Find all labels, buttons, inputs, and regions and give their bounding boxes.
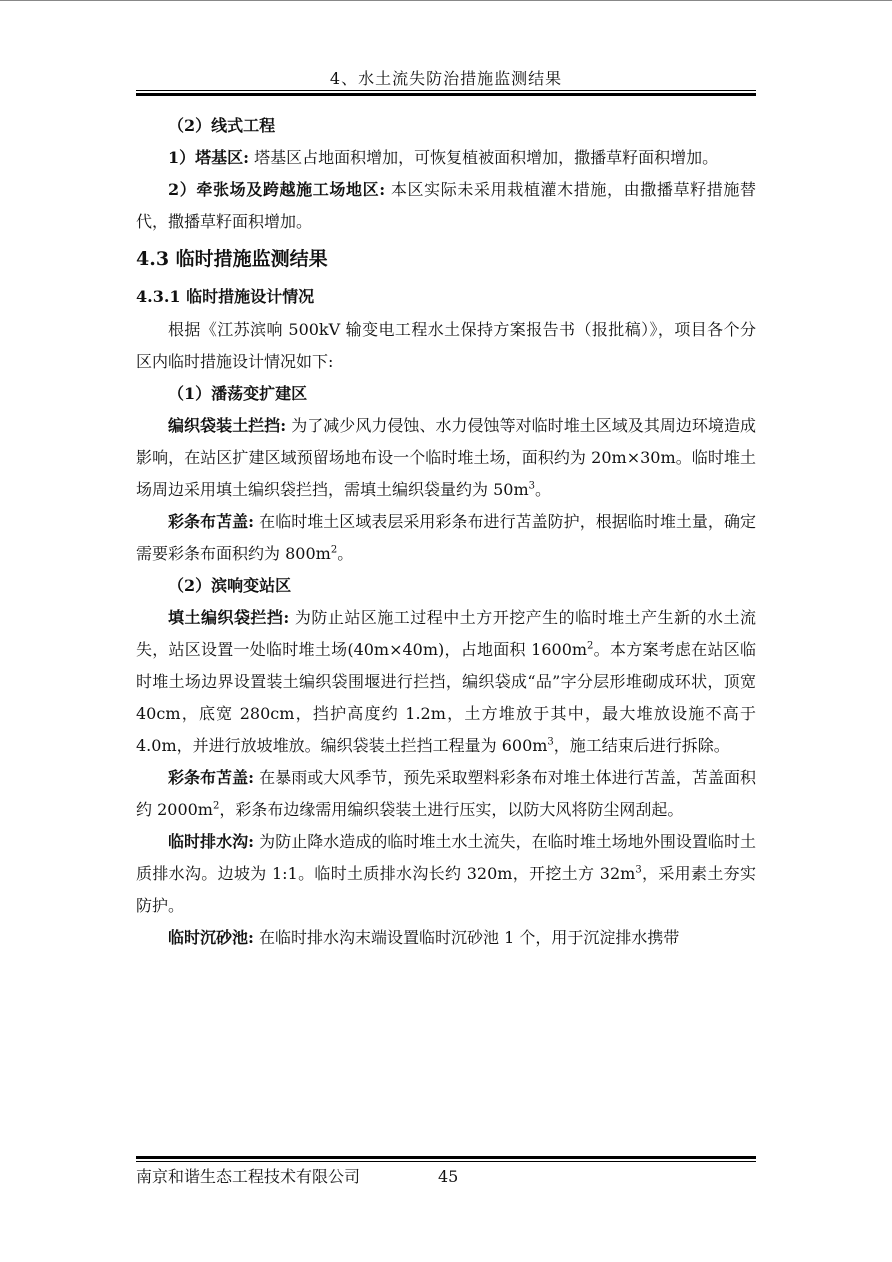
paragraph-text: ，施工结束后进行拆除。 xyxy=(553,736,730,755)
page-body xyxy=(136,110,756,954)
paragraph-text: 塔基区占地面积增加，可恢复植被面积增加，撒播草籽面积增加。 xyxy=(249,148,719,167)
superscript: 2 xyxy=(587,640,594,652)
footer-rule-thick xyxy=(136,1156,756,1159)
paragraph-text: ，采用素土夯实防护。 xyxy=(136,864,756,915)
superscript: 3 xyxy=(547,736,554,748)
superscript: 2 xyxy=(212,800,220,812)
header-rule-thick xyxy=(136,93,756,96)
footer-company: 南京和谐生态工程技术有限公司 xyxy=(136,1167,361,1186)
superscript: 3 xyxy=(635,864,642,876)
superscript: 2 xyxy=(330,544,338,556)
paragraph-bag-barrier-2 xyxy=(136,602,756,762)
paragraph-text: 为防止站区施工过程中土方开挖产生的临时堆土产生新的水土流失，站区设置一处临时堆土场(40m×40m)，占地面积 1600m xyxy=(136,608,756,659)
paragraph-text: 。本方案考虑在站区临时堆土场边界设置装土编织袋围堰进行拦挡，编织袋成“品”字分层形堆砌成环状，顶宽 40cm，底宽 280cm，挡护高度约 1.2m，土方堆放于其中，最大堆放设施不高于 4.0m，并进行放坡堆放。编织袋装土拦挡工程量为 600m xyxy=(136,640,756,755)
subsection-line-pandang: （1）潘荡变扩建区 xyxy=(168,384,308,403)
superscript: 3 xyxy=(528,480,535,492)
paragraph-tarp-cover-2 xyxy=(136,762,756,826)
term-label: 填土编织袋拦挡: xyxy=(168,608,290,627)
header-rule-thin xyxy=(136,90,756,91)
page-top-edge xyxy=(0,0,892,1)
paragraph-text: 为防止降水造成的临时堆土水土流失，在临时堆土场地外围设置临时土质排水沟。边坡为 1:1。临时土质排水沟长约 320m，开挖土方 32m xyxy=(136,832,756,883)
paragraph-text: 。 xyxy=(535,480,552,499)
subsection-line-project: （2）线式工程 xyxy=(168,116,276,135)
term-label: 彩条布苫盖: xyxy=(168,768,255,787)
paragraph-text: 在暴雨或大风季节，预先采取塑料彩条布对堆土体进行苫盖，苫盖面积约 2000m xyxy=(136,768,756,819)
term-label: 彩条布苫盖: xyxy=(168,512,255,531)
paragraph-text: 本区实际未采用栽植灌木措施，由撒播草籽措施替代，撒播草籽面积增加。 xyxy=(136,180,756,231)
term-label: 编织袋装土拦挡: xyxy=(168,416,287,435)
page-number: 45 xyxy=(438,1167,459,1186)
term-label: 1）塔基区: xyxy=(168,148,250,167)
paragraph-text: 在临时排水沟末端设置临时沉砂池 1 个，用于沉淀排水携带 xyxy=(253,928,680,947)
paragraph-tension-site xyxy=(136,174,756,238)
paragraph-drainage-ditch xyxy=(136,826,756,922)
term-label: 2）牵张场及跨越施工场地区: xyxy=(168,180,386,199)
paragraph-text: 。 xyxy=(337,544,354,563)
paragraph-bag-barrier-1 xyxy=(136,410,756,506)
paragraph-text: 在临时堆土区域表层采用彩条布进行苫盖防护，根据临时堆土量，确定需要彩条布面积约为 800m xyxy=(136,512,756,563)
subsection-line-binxiang: （2）滨响变站区 xyxy=(168,576,292,595)
running-header: 4、水土流失防治措施监测结果 xyxy=(329,69,563,88)
term-label: 临时排水沟: xyxy=(168,832,255,851)
paragraph-settling-tank xyxy=(136,922,756,954)
subsection-heading: 4.3.1 临时措施设计情况 xyxy=(136,287,315,306)
term-label: 临时沉砂池: xyxy=(168,928,254,947)
paragraph-text: ，彩条布边缘需用编织袋装土进行压实，以防大风将防尘网刮起。 xyxy=(219,800,684,819)
paragraph-tower-area xyxy=(136,142,756,174)
section-heading: 4.3 临时措施监测结果 xyxy=(136,248,328,270)
paragraph-tarp-cover-1 xyxy=(136,506,756,570)
paragraph-intro: 根据《江苏滨响 500kV 输变电工程水土保持方案报告书（报批稿）》，项目各个分区内临时措施设计情况如下: xyxy=(136,320,756,371)
footer-rule-thin xyxy=(136,1161,756,1162)
paragraph-text: 为了减少风力侵蚀、水力侵蚀等对临时堆土区域及其周边环境造成影响，在站区扩建区域预留场地布设一个临时堆土场，面积约为 20m×30m。临时堆土场周边采用填土编织袋拦挡，需填土编织袋量约为 50m xyxy=(136,416,756,499)
